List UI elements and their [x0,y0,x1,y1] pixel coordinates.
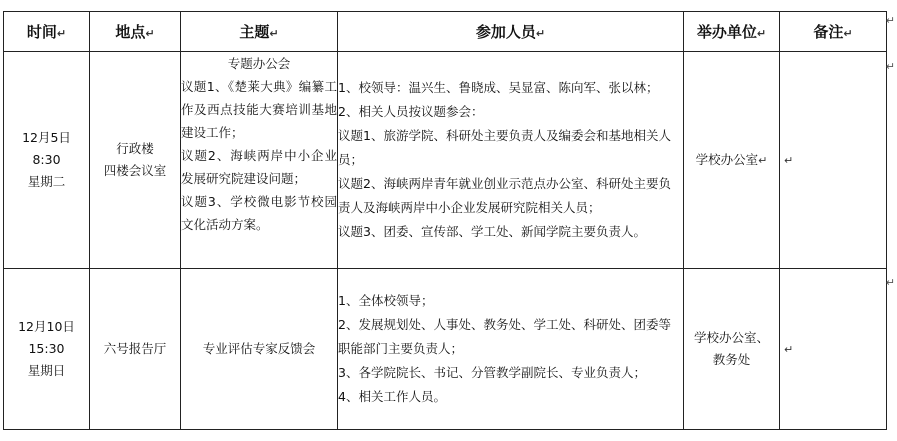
attendees-cell [338,52,684,269]
header-remarks: 备注↵ [780,12,887,52]
attendee-line: 2、相关人员按议题参会： [338,104,484,119]
paragraph-mark-icon: ↵ [885,276,895,289]
place-line-2: 四楼会议室 [103,163,167,178]
attendee-line: 1、全体校领导； [338,293,434,308]
organizer-cell: 学校办公室↵ [684,52,780,269]
attendee-line: 4、相关工作人员。 [338,389,446,404]
attendee-line: 议题3、团委、宣传部、学工处、新闻学院主要负责人。 [338,224,646,239]
date-text: 12月5日 [22,130,71,145]
organizer-cell [684,269,780,430]
organizer-line-1: 学校办公室、 [693,330,769,345]
topic-item-3: 议题3、学校微电影节校园文化活动方案。 [181,194,337,232]
attendee-line: 议题1、旅游学院、科研处主要负责人及编委会和基地相关人员； [338,128,671,167]
organizer-line-2: 教务处 [712,352,751,367]
attendee-line: 1、校领导：温兴生、鲁晓成、吴显富、陈向军、张以林； [338,80,659,95]
place-text: 六号报告厅 [103,341,167,356]
time-cell [4,52,90,269]
table-row [4,52,887,269]
date-text: 12月10日 [18,319,75,334]
attendees-cell [338,269,684,430]
clock-text: 15:30 [28,341,65,356]
header-time: 时间↵ [4,12,90,52]
paragraph-mark-icon: ↵ [885,14,895,27]
topic-item-2: 议题2、海峡两岸中小企业发展研究院建设问题； [181,148,337,186]
organizer-text: 学校办公室 [695,151,759,167]
topic-item-1: 议题1、《楚莱大典》编纂工作及西点技能大赛培训基地建设工作； [181,79,337,140]
topic-cell [181,52,338,269]
attendee-line: 议题2、海峡两岸青年就业创业示范点办公室、科研处主要负责人及海峡两岸中小企业发展研究院相关人员； [338,176,671,215]
topic-title: 专业评估专家反馈会 [202,341,316,356]
weekday-text: 星期二 [27,174,66,189]
table-row [4,269,887,430]
place-cell [90,269,181,430]
header-attendees: 参加人员↵ [338,12,684,52]
header-topic: 主题↵ [181,12,338,52]
header-organizer: 举办单位↵ [684,12,780,52]
topic-cell [181,269,338,430]
header-row [4,12,887,52]
weekday-text: 星期日 [27,363,66,378]
attendee-line: 3、各学院院长、书记、分管教学副院长、专业负责人； [338,365,646,380]
schedule-table [3,11,887,430]
remarks-cell: ↵ [780,52,887,269]
place-cell [90,52,181,269]
place-line-1: 行政楼 [116,141,154,156]
clock-text: 8:30 [32,152,61,167]
time-cell [4,269,90,430]
topic-title: 专题办公会 [227,56,291,71]
paragraph-mark-icon: ↵ [885,60,895,73]
remarks-cell: ↵ [780,269,887,430]
attendee-line: 2、发展规划处、人事处、教务处、学工处、科研处、团委等职能部门主要负责人； [338,317,671,356]
header-place: 地点↵ [90,12,181,52]
